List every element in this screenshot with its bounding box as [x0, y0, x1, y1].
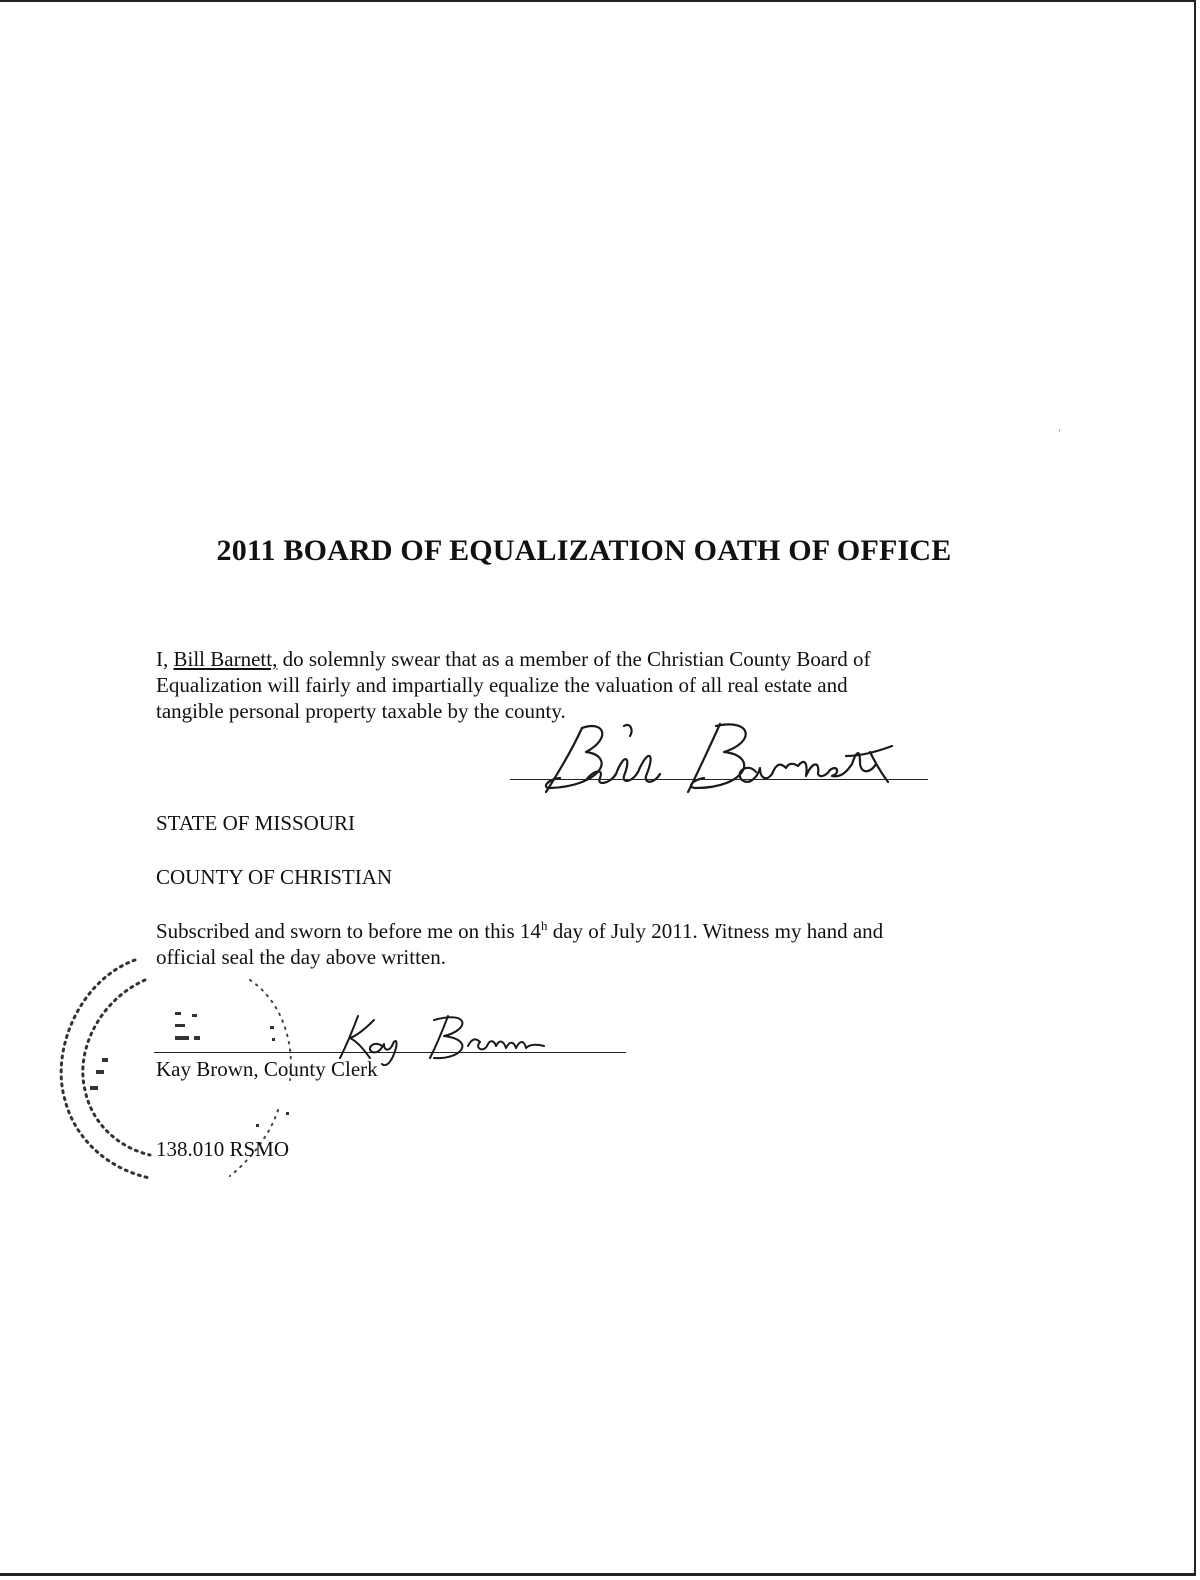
oath-prefix: I,	[156, 647, 174, 671]
member-signature	[520, 712, 920, 802]
oath-line-1-rest: do solemnly swear that as a member of the Christian County Board of	[277, 647, 871, 671]
document-title: 2011 BOARD OF EQUALIZATION OATH OF OFFICE	[216, 534, 952, 567]
scan-speck: ’	[1058, 428, 1061, 437]
statute-reference: 138.010 RSMO	[156, 1137, 290, 1161]
clerk-signature-line	[154, 1052, 626, 1053]
member-signature-line	[510, 779, 928, 780]
clerk-name-title: Kay Brown, County Clerk	[156, 1057, 378, 1081]
subscribed-prefix: Subscribed and sworn to before me on this 14	[156, 919, 541, 943]
oath-line-2: Equalization will fairly and impartially equalize the valuation of all real estate and	[156, 673, 848, 697]
member-name: Bill Barnett,	[173, 647, 278, 671]
county-heading: COUNTY OF CHRISTIAN	[156, 865, 393, 889]
subscribed-line-1-rest: day of July 2011. Witness my hand and	[547, 919, 884, 943]
state-heading: STATE OF MISSOURI	[156, 811, 356, 835]
subscribed-line-2: official seal the day above written.	[156, 945, 447, 969]
day-suffix: h	[540, 918, 548, 933]
oath-line-1	[156, 646, 870, 672]
oath-line-3: tangible personal property taxable by the county.	[156, 699, 566, 723]
